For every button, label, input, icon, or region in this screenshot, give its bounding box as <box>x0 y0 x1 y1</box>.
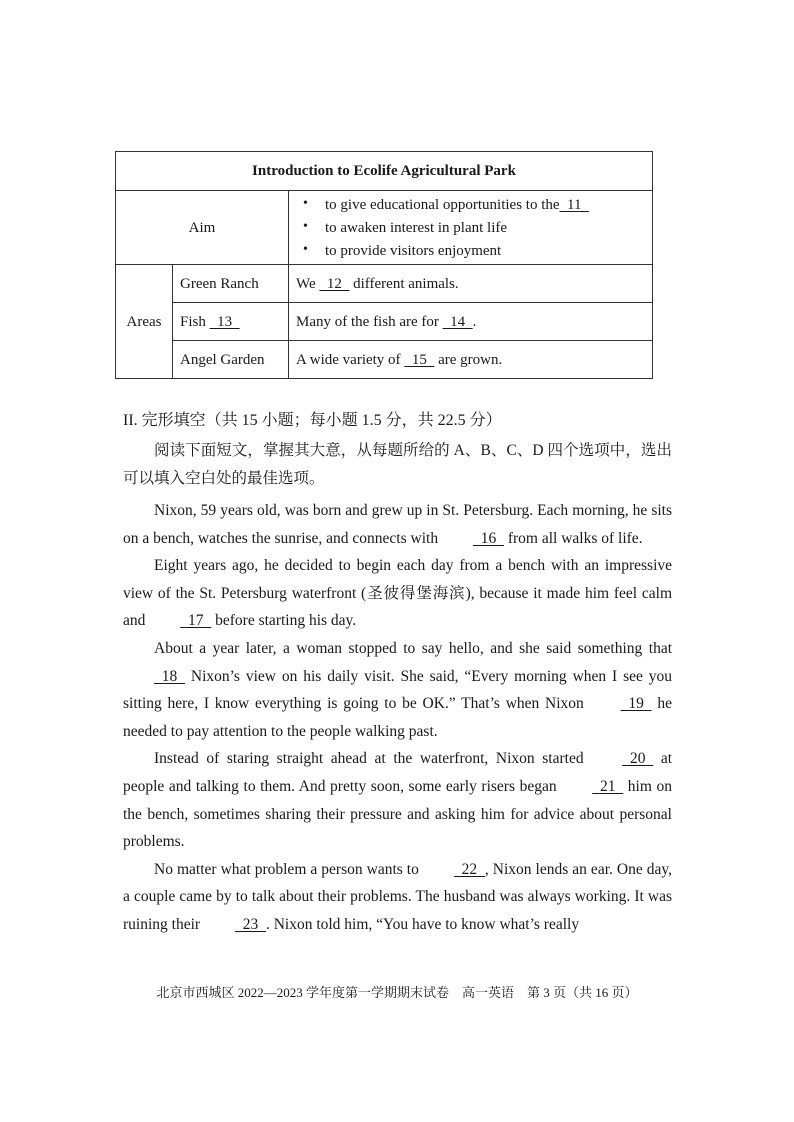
passage-paragraph <box>123 552 672 635</box>
area-desc-post: are grown. <box>434 351 503 368</box>
aim-item <box>303 239 645 262</box>
passage-text: , Nixon lends an ear. One day, a couple came by to talk about their problems. The husband was always working. It was ruining their <box>123 860 672 933</box>
passage-text: Eight years ago, he decided to begin each day from a bench with an impressive view of the St. Petersburg waterfront (圣彼得堡海滨), because it made him feel calm and <box>123 557 672 630</box>
passage-paragraph <box>123 497 672 552</box>
bullet-icon: • <box>303 242 308 258</box>
bullet-icon: • <box>303 196 308 212</box>
passage-text: No matter what problem a person wants to <box>154 860 423 878</box>
answer-blank: 19 <box>620 695 652 713</box>
aim-text: to provide visitors enjoyment <box>325 242 502 259</box>
answer-blank: 22 <box>453 860 485 878</box>
bullet-icon: • <box>303 219 308 235</box>
answer-blank: 20 <box>622 750 654 768</box>
aim-item <box>303 193 645 216</box>
area-name-text: Angel Garden <box>180 351 265 368</box>
aim-text: to give educational opportunities to the <box>325 196 560 213</box>
area-desc-post: . <box>472 313 477 330</box>
ecolife-intro-table <box>115 151 653 379</box>
passage-text: Nixon, 59 years old, was born and grew up in St. Petersburg. Each morning, he sits on a bench, watches the sunrise, and connects with <box>123 502 672 547</box>
area-desc-pre: Many of the fish are for <box>296 313 443 330</box>
answer-blank: 23 <box>234 915 266 933</box>
passage-text: Instead of staring straight ahead at the waterfront, Nixon started <box>154 750 592 768</box>
passage-paragraph <box>123 856 672 939</box>
cloze-passage <box>123 497 672 939</box>
answer-blank: 15 <box>404 351 435 368</box>
area-name <box>173 341 289 379</box>
answer-blank: 16 <box>472 529 504 547</box>
answer-blank: 11 <box>559 196 589 213</box>
aim-list <box>289 191 653 265</box>
section-title: II. 完形填空（共 15 小题；每小题 1.5 分，共 22.5 分） <box>123 412 502 429</box>
area-name <box>173 265 289 303</box>
aim-text: to awaken interest in plant life <box>325 219 508 236</box>
answer-blank: 14 <box>442 313 473 330</box>
area-description <box>289 341 653 379</box>
answer-blank: 18 <box>154 667 185 685</box>
passage-text: before starting his day. <box>211 612 357 630</box>
table-title: Introduction to Ecolife Agricultural Park <box>116 152 653 191</box>
area-desc-pre: We <box>296 275 320 292</box>
answer-blank: 12 <box>319 275 350 292</box>
area-desc-pre: A wide variety of <box>296 351 405 368</box>
passage-text: him on the bench, sometimes sharing their pressure and asking him for advice about personal problems. <box>123 777 672 851</box>
passage-paragraph <box>123 635 672 745</box>
passage-text: About a year later, a woman stopped to say hello, and she said something that <box>154 639 672 657</box>
areas-label: Areas <box>116 265 173 379</box>
area-description <box>289 303 653 341</box>
passage-text: Nixon’s view on his daily visit. She said, “Every morning when I see you sitting here, I know everything is going to be OK.” That’s when Nixon <box>123 667 672 713</box>
area-name <box>173 303 289 341</box>
answer-blank: 21 <box>592 777 624 795</box>
area-name-text: Fish <box>180 313 210 330</box>
area-name-text: Green Ranch <box>180 275 259 292</box>
passage-text: from all walks of life. <box>503 529 643 547</box>
answer-blank: 17 <box>180 612 212 630</box>
passage-text: . Nixon told him, “You have to know what’s really <box>265 915 580 933</box>
aim-label: Aim <box>116 191 289 265</box>
passage-text: at people and talking to them. And pretty soon, some early risers began <box>123 750 672 795</box>
page-footer: 北京市西城区 2022—2023 学年度第一学期期末试卷 高一英语 第 3 页（共 16 页） <box>156 985 638 1000</box>
aim-item <box>303 216 645 239</box>
instruction-text: 阅读下面短文，掌握其大意，从每题所给的 A、B、C、D 四个选项中，选出可以填入空白处的最佳选项。 <box>123 442 672 487</box>
answer-blank: 13 <box>209 313 240 330</box>
area-description <box>289 265 653 303</box>
passage-text: he needed to pay attention to the people walking past. <box>123 695 672 740</box>
passage-paragraph <box>123 745 672 855</box>
area-desc-post: different animals. <box>349 275 459 292</box>
